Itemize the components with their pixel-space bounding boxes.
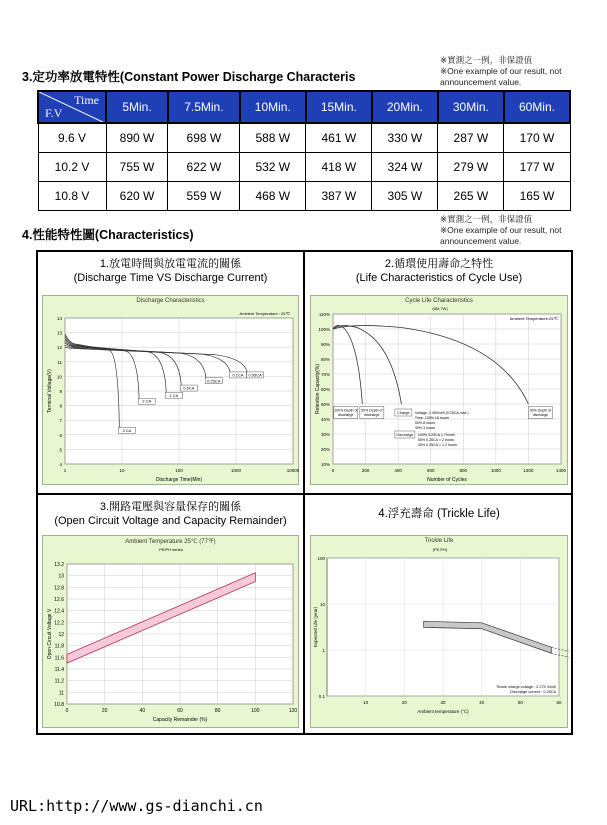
y-tick-label: 11.4: [54, 667, 64, 673]
depth-label: 100% Depth of: [334, 408, 358, 413]
y-tick-label: 12.6: [54, 597, 64, 603]
value-cell: 265 W: [438, 181, 504, 210]
section4-title: 4.性能特性圖(Characteristics): [22, 228, 194, 242]
discharge-text: 100% 0.25CA 1.7V/cell: [417, 433, 455, 437]
y-tick-label: 13: [56, 330, 62, 336]
x-tick-label: 20: [101, 708, 108, 714]
trickle-annotation: Trickle charge voltage : 2.275 V/cell: [495, 685, 556, 689]
header-cell: 60Min.: [504, 91, 570, 123]
y-tick-label: 0.1: [318, 694, 325, 699]
constant-power-table: [37, 90, 571, 211]
value-cell: 890 W: [106, 123, 168, 152]
x-tick-label: 60: [177, 708, 183, 714]
panel2-title: [306, 257, 572, 285]
header-cell: 7.5Min.: [168, 91, 240, 123]
fv-cell: 9.6 V: [38, 123, 106, 152]
corner-fv: F.V: [45, 106, 63, 120]
x-tick-label: 1000: [490, 468, 501, 473]
x-tick-label: 400: [394, 468, 402, 473]
value-cell: 165 W: [504, 181, 570, 210]
x-tick-label: 10: [119, 468, 125, 473]
table-header-row: [38, 91, 570, 123]
y-tick-label: 1: [322, 648, 325, 653]
value-cell: 387 W: [306, 181, 372, 210]
y-tick-label: 6: [59, 432, 62, 438]
value-cell: 170 W: [504, 123, 570, 152]
y-axis-label: Retention Capacity(%): [315, 363, 321, 415]
chart2-annotation: Ambient Temperature:25℃: [509, 316, 558, 321]
chart4-subtitle: (PE,PH): [432, 547, 448, 552]
curve-label: 0.25CA: [207, 378, 221, 384]
section4-note: [440, 214, 600, 247]
x-tick-label: 80: [214, 708, 221, 714]
value-cell: 468 W: [240, 181, 306, 210]
header-cell: 10Min.: [240, 91, 306, 123]
note-en: ※One example of our result, not announcement value.: [440, 225, 562, 246]
x-tick-label: 100: [175, 468, 183, 473]
y-tick-label: 50%: [320, 402, 330, 407]
x-axis-label: Ambient temperature (℃): [417, 709, 469, 714]
x-tick-label: 0: [331, 468, 335, 473]
value-cell: 305 W: [372, 181, 438, 210]
discharge-label: Discharge: [396, 433, 414, 437]
chart2-title: Cycle Life Characteristics: [405, 298, 473, 304]
y-tick-label: 10: [319, 602, 325, 607]
trickle-life-chart-svg: [311, 536, 569, 729]
y-tick-label: 12.8: [54, 585, 64, 592]
table-row: [38, 123, 570, 152]
panel3-title-en: (Open Circuit Voltage and Capacity Remainder): [54, 515, 287, 527]
cycle-life-chart: [310, 295, 568, 485]
x-tick-label: 10000: [286, 468, 300, 473]
value-cell: 620 W: [106, 181, 168, 210]
y-tick-label: 40%: [320, 417, 330, 422]
trickle-life-chart: [310, 535, 568, 728]
y-tick-label: 11.2: [54, 678, 64, 685]
section3-note: [440, 55, 600, 88]
x-axis-label: Capacity Remainder (%): [152, 717, 208, 723]
depth-label: discharge: [364, 413, 380, 417]
curve-label: 0.05CA: [248, 372, 262, 378]
table-row: [38, 152, 570, 181]
y-tick-label: 12.2: [54, 620, 64, 627]
curve-label: 0.6CA: [183, 385, 195, 391]
x-tick-label: 0: [65, 708, 69, 714]
x-tick-label: 1200: [523, 468, 534, 473]
x-tick-label: 40: [479, 700, 485, 705]
y-tick-label: 5: [59, 447, 62, 453]
y-tick-label: 100%: [318, 327, 330, 332]
value-cell: 324 W: [372, 152, 438, 181]
charge-text: Voltage: 2.45V/cell (0.25CA max.): [414, 411, 469, 415]
curve-label: 1 CA: [169, 392, 179, 398]
y-axis-label: Open Circuit Voltage V: [47, 608, 53, 660]
panel3-title-cn: 3.開路電壓與容量保存的關係: [99, 501, 242, 513]
x-tick-label: 800: [459, 468, 468, 473]
value-cell: 287 W: [438, 123, 504, 152]
x-tick-label: 1: [63, 468, 67, 473]
panel3-title: [38, 500, 303, 528]
header-cell: 30Min.: [438, 91, 504, 123]
discharge-chart: [42, 295, 299, 485]
y-axis-label: Terminal Voltage(V): [47, 369, 53, 413]
x-tick-label: 60: [556, 700, 562, 705]
y-tick-label: 11: [58, 690, 64, 697]
discharge-chart-svg: [43, 296, 300, 486]
y-tick-label: 11.8: [54, 643, 64, 650]
y-tick-label: 20%: [320, 447, 330, 452]
section3-title: 3.定功率放電特性(Constant Power Discharge Characteris: [22, 70, 356, 84]
x-tick-label: 1000: [230, 468, 242, 473]
panel1-title-cn: 1.放電時間與放電電流的關係: [99, 258, 242, 270]
x-axis-label: Number of Cycles: [427, 477, 467, 483]
chart1-annotation: Ambient Temperature : 25℃: [239, 311, 290, 316]
y-tick-label: 70%: [320, 372, 330, 377]
value-cell: 461 W: [306, 123, 372, 152]
value-cell: 532 W: [240, 152, 306, 181]
y-tick-label: 12: [56, 345, 62, 351]
discharge-text: 30% 0.25CA × 1.2 hours: [417, 443, 457, 447]
y-tick-label: 12.4: [54, 608, 64, 615]
panel1-title-en: (Discharge Time VS Discharge Current): [73, 272, 268, 284]
corner-time: Time: [74, 93, 99, 107]
note-cn: ※實測之一例，非保證值: [440, 214, 533, 224]
y-tick-label: 90%: [320, 342, 330, 347]
value-cell: 330 W: [372, 123, 438, 152]
y-tick-label: 7: [59, 418, 62, 424]
y-tick-label: 14: [56, 316, 62, 321]
y-tick-label: 30%: [320, 432, 330, 437]
y-tick-label: 100: [317, 556, 325, 561]
curve-label: 2 CA: [142, 398, 152, 404]
ocv-chart-svg: [43, 536, 300, 729]
y-tick-label: 11: [57, 359, 62, 365]
y-tick-label: 8: [59, 403, 62, 409]
charge-text: 50% 8 hours: [414, 421, 436, 425]
y-tick-label: 10: [56, 374, 62, 380]
value-cell: 559 W: [168, 181, 240, 210]
x-tick-label: 40: [139, 708, 146, 714]
table-row: [38, 181, 570, 210]
depth-label: discharge: [532, 413, 549, 417]
x-tick-label: 200: [361, 468, 370, 473]
panel4-title: 4.浮充壽命 (Trickle Life): [378, 508, 500, 520]
x-tick-label: 120: [288, 708, 298, 714]
fv-cell: 10.8 V: [38, 181, 106, 210]
x-tick-label: 30: [440, 700, 446, 705]
x-tick-label: 20: [401, 700, 407, 705]
y-tick-label: 11.6: [54, 655, 64, 662]
y-tick-label: 10.8: [54, 702, 64, 708]
depth-label: 50% Depth of: [361, 408, 383, 413]
chart3-subtitle: PE/PH series: [159, 547, 183, 552]
chart1-title: Discharge Characteristics: [136, 298, 205, 304]
discharge-text: 50% 0.25CA × 2 hours: [417, 438, 454, 442]
cycle-life-chart-svg: [311, 296, 569, 486]
x-tick-label: 10: [363, 700, 369, 705]
y-tick-label: 13.2: [54, 562, 64, 568]
y-tick-label: 10%: [320, 462, 330, 467]
value-cell: 622 W: [168, 152, 240, 181]
panel2-title-en: (Life Characteristics of Cycle Use): [355, 272, 523, 284]
fv-cell: 10.2 V: [38, 152, 106, 181]
curve-label: 0.1CA: [232, 372, 244, 378]
ocv-chart: [42, 535, 299, 728]
depth-label: discharge: [338, 413, 354, 417]
chart3-title: Ambient Temperature 25℃ (77℉): [125, 539, 216, 545]
panel2-title-cn: 2.循環使用壽命之特性: [384, 258, 494, 270]
value-cell: 279 W: [438, 152, 504, 181]
value-cell: 177 W: [504, 152, 570, 181]
y-tick-label: 110%: [318, 312, 330, 317]
depth-label: 30% Depth of: [529, 408, 552, 413]
value-cell: 755 W: [106, 152, 168, 181]
charge-label: Charge: [397, 411, 410, 415]
y-tick-label: 12: [58, 632, 64, 638]
y-tick-label: 80%: [320, 357, 330, 362]
note-cn: ※實測之一例，非保證值: [440, 55, 533, 65]
header-cell: 20Min.: [372, 91, 438, 123]
x-tick-label: 100: [251, 708, 260, 714]
table-corner: [38, 91, 106, 123]
note-en: ※One example of our result, not announcement value.: [440, 66, 562, 87]
chart2-subtitle: (6M,7W): [432, 306, 448, 311]
charge-text: Time: 100% 16 hours: [414, 416, 449, 420]
x-tick-label: 600: [426, 468, 435, 473]
panel1-title: [38, 257, 303, 285]
x-axis-label: Discharge Time(Min): [155, 477, 203, 483]
y-tick-label: 60%: [320, 387, 330, 392]
footer-url: URL:http://www.gs-dianchi.cn: [10, 797, 263, 815]
curve-label: 3 CA: [122, 427, 132, 433]
frame-divider-horizontal: [36, 493, 573, 495]
value-cell: 588 W: [240, 123, 306, 152]
charge-text: 30% 3 hours: [414, 426, 436, 430]
y-axis-label: Expected Life (year): [313, 606, 318, 648]
y-tick-label: 9: [59, 389, 62, 394]
x-tick-label: 1400: [555, 468, 567, 473]
value-cell: 698 W: [168, 123, 240, 152]
trickle-annotation: Discharge current : 0.25CA: [510, 690, 556, 694]
x-tick-label: 50: [517, 700, 523, 705]
y-tick-label: 13: [58, 573, 64, 580]
chart4-title: Trickle Life: [424, 538, 454, 544]
y-tick-label: 4: [59, 462, 62, 467]
header-cell: 5Min.: [106, 91, 168, 123]
header-cell: 15Min.: [306, 91, 372, 123]
value-cell: 418 W: [306, 152, 372, 181]
